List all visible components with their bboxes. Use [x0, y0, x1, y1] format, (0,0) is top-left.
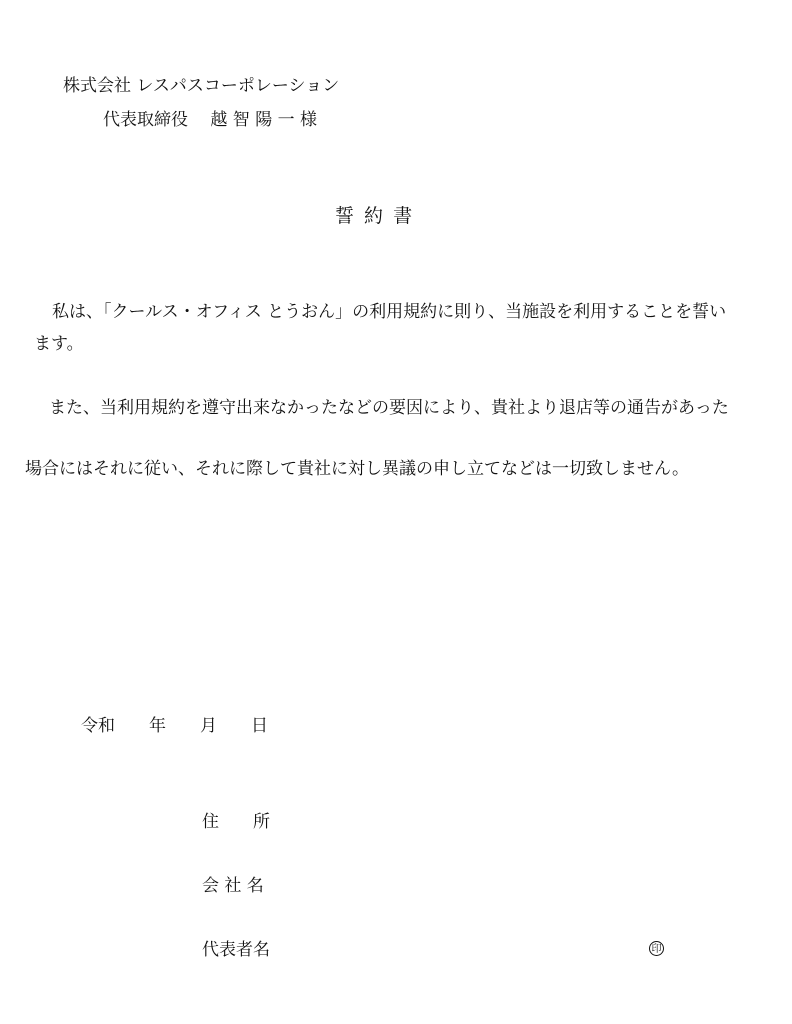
representative-field-label: 代表者名 [202, 940, 270, 960]
seal-icon: 印 [649, 941, 664, 956]
date-field-label: 令和 年 月 日 [81, 716, 268, 736]
company-name-field-label: 会 社 名 [202, 876, 264, 896]
paragraph-1-line-1: 私は、「クールス・オフィス とうおん」の利用規約に則り、当施設を利用することを誓い [52, 302, 727, 322]
recipient-company: 株式会社 レスパスコーポレーション [63, 76, 340, 96]
paragraph-2-line-1: また、当利用規約を遵守出来なかったなどの要因により、貴社より退店等の通告があった [49, 398, 729, 418]
paragraph-1-line-2: ます。 [34, 334, 84, 354]
paragraph-2-line-2: 場合にはそれに従い、それに際して貴社に対し異議の申し立てなどは一切致しません。 [25, 459, 690, 479]
recipient-title-name: 代表取締役 越 智 陽 一 様 [103, 110, 318, 130]
document-title: 誓 約 書 [335, 205, 415, 227]
address-field-label: 住 所 [202, 812, 270, 832]
